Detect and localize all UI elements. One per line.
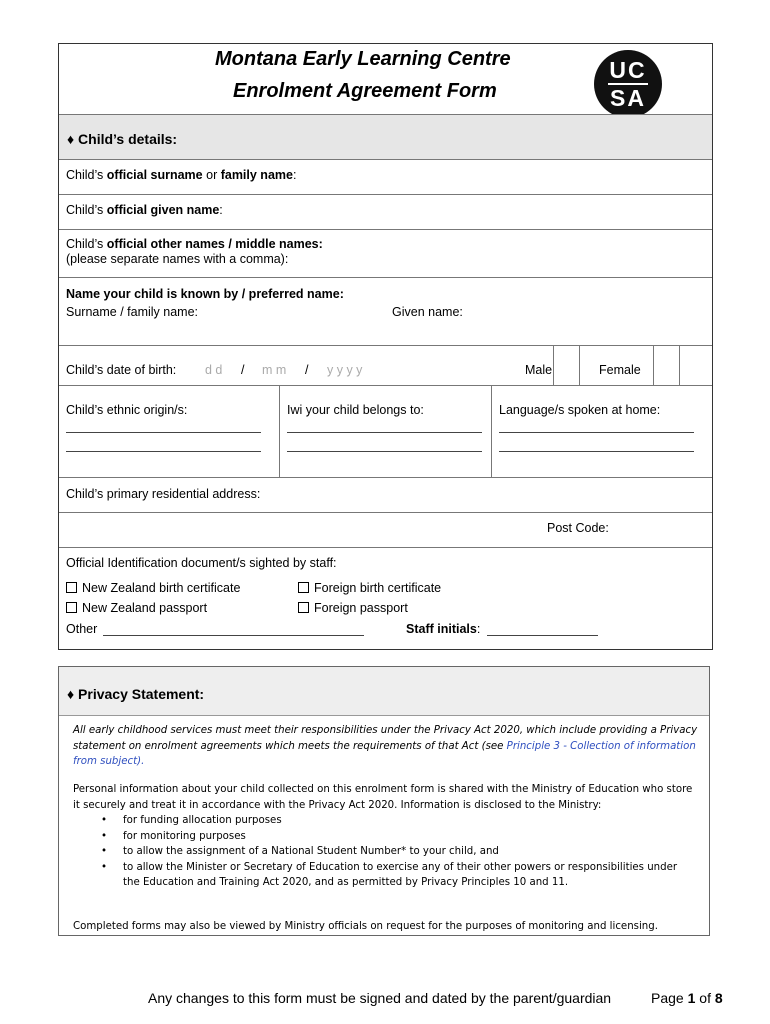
logo-text-top: UC: [609, 57, 647, 83]
section-heading-privacy: ♦ Privacy Statement:: [67, 686, 205, 702]
checkbox-nz-birth-certificate[interactable]: [66, 581, 240, 595]
divider: [59, 547, 712, 548]
ucsa-logo: [594, 50, 662, 118]
privacy-bullet-list: [73, 813, 698, 891]
divider: [59, 277, 712, 278]
divider: [59, 114, 712, 115]
checkbox-icon[interactable]: [66, 602, 77, 613]
form-title-line2: Enrolment Agreement Form: [233, 80, 497, 102]
male-label: Male: [525, 363, 553, 377]
label-text: Child’s: [66, 237, 107, 251]
ethnic-origin-line1[interactable]: [66, 432, 261, 433]
checkbox-foreign-birth-certificate[interactable]: [298, 581, 441, 595]
divider: [491, 385, 492, 477]
divider: [59, 477, 712, 478]
dob-month-input[interactable]: m m: [262, 363, 287, 377]
label-text: Child’s: [66, 168, 107, 182]
divider: [59, 229, 712, 230]
id-docs-label: Official Identification document/s sighted by staff:: [66, 556, 337, 570]
staff-initials-label: [406, 622, 480, 636]
label-text: Child’s: [66, 203, 107, 217]
label-bold: family name: [220, 168, 293, 182]
address-label: Child’s primary residential address:: [66, 487, 261, 501]
dob-separator: /: [241, 363, 245, 377]
divider: [59, 385, 712, 386]
section-heading-childs-details: ♦ Child’s details:: [67, 131, 178, 147]
staff-initials-colon: :: [476, 622, 481, 636]
staff-initials-line[interactable]: [487, 635, 598, 636]
divider: [679, 345, 680, 385]
list-item: • for funding allocation purposes: [73, 813, 698, 829]
list-item: • for monitoring purposes: [73, 829, 698, 845]
option-label: Foreign birth certificate: [314, 581, 442, 595]
privacy-paragraph: Personal information about your child collected on this enrolment form is shared with the Ministry of Education who store it securely and treat it in accordance with the Privacy Act 2020. Information is disclosed to the Ministry:: [73, 784, 693, 811]
male-checkbox[interactable]: [554, 346, 578, 385]
page-current: 1: [687, 990, 696, 1006]
other-names-note: (please separate names with a comma):: [66, 252, 289, 266]
divider: [59, 345, 712, 346]
privacy-statement-box: [58, 666, 710, 936]
checkbox-foreign-passport[interactable]: [298, 601, 408, 615]
principle-3-link[interactable]: Principle 3 - Collection of information from subject).: [73, 740, 696, 767]
dob-label: Child’s date of birth:: [66, 363, 177, 377]
label-text: :: [219, 203, 223, 217]
footer-note: Any changes to this form must be signed and dated by the parent/guardian: [148, 990, 612, 1006]
divider: [59, 194, 712, 195]
staff-initials-text: Staff initials: [406, 622, 477, 636]
option-label: Foreign passport: [314, 601, 408, 615]
dob-day-input[interactable]: d d: [205, 363, 223, 377]
iwi-line1[interactable]: [287, 432, 482, 433]
child-details-form: [58, 43, 713, 650]
label-text: :: [292, 168, 297, 182]
language-line1[interactable]: [499, 432, 694, 433]
label-bold: official given name: [106, 203, 220, 217]
page-total: 8: [714, 990, 723, 1006]
divider: [579, 345, 580, 385]
privacy-intro-text: All early childhood services must meet their responsibilities under the Privacy Act 2020, which include providing a Privacy statement on enrolment agreements which meets the requirements of that Act (see: [73, 725, 698, 752]
page-label: Page: [651, 990, 688, 1006]
logo-text-bottom: SA: [610, 85, 646, 111]
other-doc-label: Other: [66, 622, 98, 636]
preferred-surname-field[interactable]: Surname / family name:: [66, 305, 198, 319]
ethnic-origin-label: Child’s ethnic origin/s:: [66, 403, 188, 417]
page-of: of: [695, 990, 715, 1006]
ethnic-origin-line2[interactable]: [66, 451, 261, 452]
divider: [59, 159, 712, 160]
list-item: • to allow the Minister or Secretary of Education to exercise any of their other powers or responsibilities under the Education and Training Act 2020, and as permitted by Privacy Principles 10 and 11.: [73, 860, 698, 891]
privacy-closing-paragraph: Completed forms may also be viewed by Ministry officials on request for the purposes of monitoring and licensing.: [73, 921, 658, 932]
language-line2[interactable]: [499, 451, 694, 452]
checkbox-nz-passport[interactable]: [66, 601, 207, 615]
checkbox-icon[interactable]: [298, 602, 309, 613]
option-label: New Zealand passport: [82, 601, 208, 615]
iwi-line2[interactable]: [287, 451, 482, 452]
checkbox-icon[interactable]: [298, 582, 309, 593]
language-label: Language/s spoken at home:: [499, 403, 661, 417]
page-number: [651, 990, 723, 1006]
postcode-label[interactable]: Post Code:: [547, 521, 609, 535]
dob-year-input[interactable]: y y y y: [327, 363, 363, 377]
given-name-field-label[interactable]: [66, 203, 223, 217]
other-names-field-label[interactable]: [66, 237, 323, 251]
other-doc-line[interactable]: [103, 635, 364, 636]
iwi-label: Iwi your child belongs to:: [287, 403, 424, 417]
form-title-line1: Montana Early Learning Centre: [215, 48, 511, 70]
divider: [59, 715, 709, 716]
dob-separator: /: [305, 363, 309, 377]
privacy-intro: [73, 723, 698, 770]
surname-field-label[interactable]: [66, 168, 296, 182]
divider: [279, 385, 280, 477]
label-text: or: [202, 168, 221, 182]
list-item: • to allow the assignment of a National Student Number* to your child, and: [73, 844, 698, 860]
preferred-name-heading: Name your child is known by / preferred name:: [66, 287, 344, 301]
label-bold: official surname: [106, 168, 203, 182]
female-label: Female: [599, 363, 641, 377]
checkbox-icon[interactable]: [66, 582, 77, 593]
address-input-area[interactable]: [63, 514, 543, 546]
option-label: New Zealand birth certificate: [82, 581, 241, 595]
divider: [59, 512, 712, 513]
female-checkbox[interactable]: [654, 346, 678, 385]
preferred-given-field[interactable]: Given name:: [392, 305, 463, 319]
label-bold: official other names / middle names:: [106, 237, 323, 251]
